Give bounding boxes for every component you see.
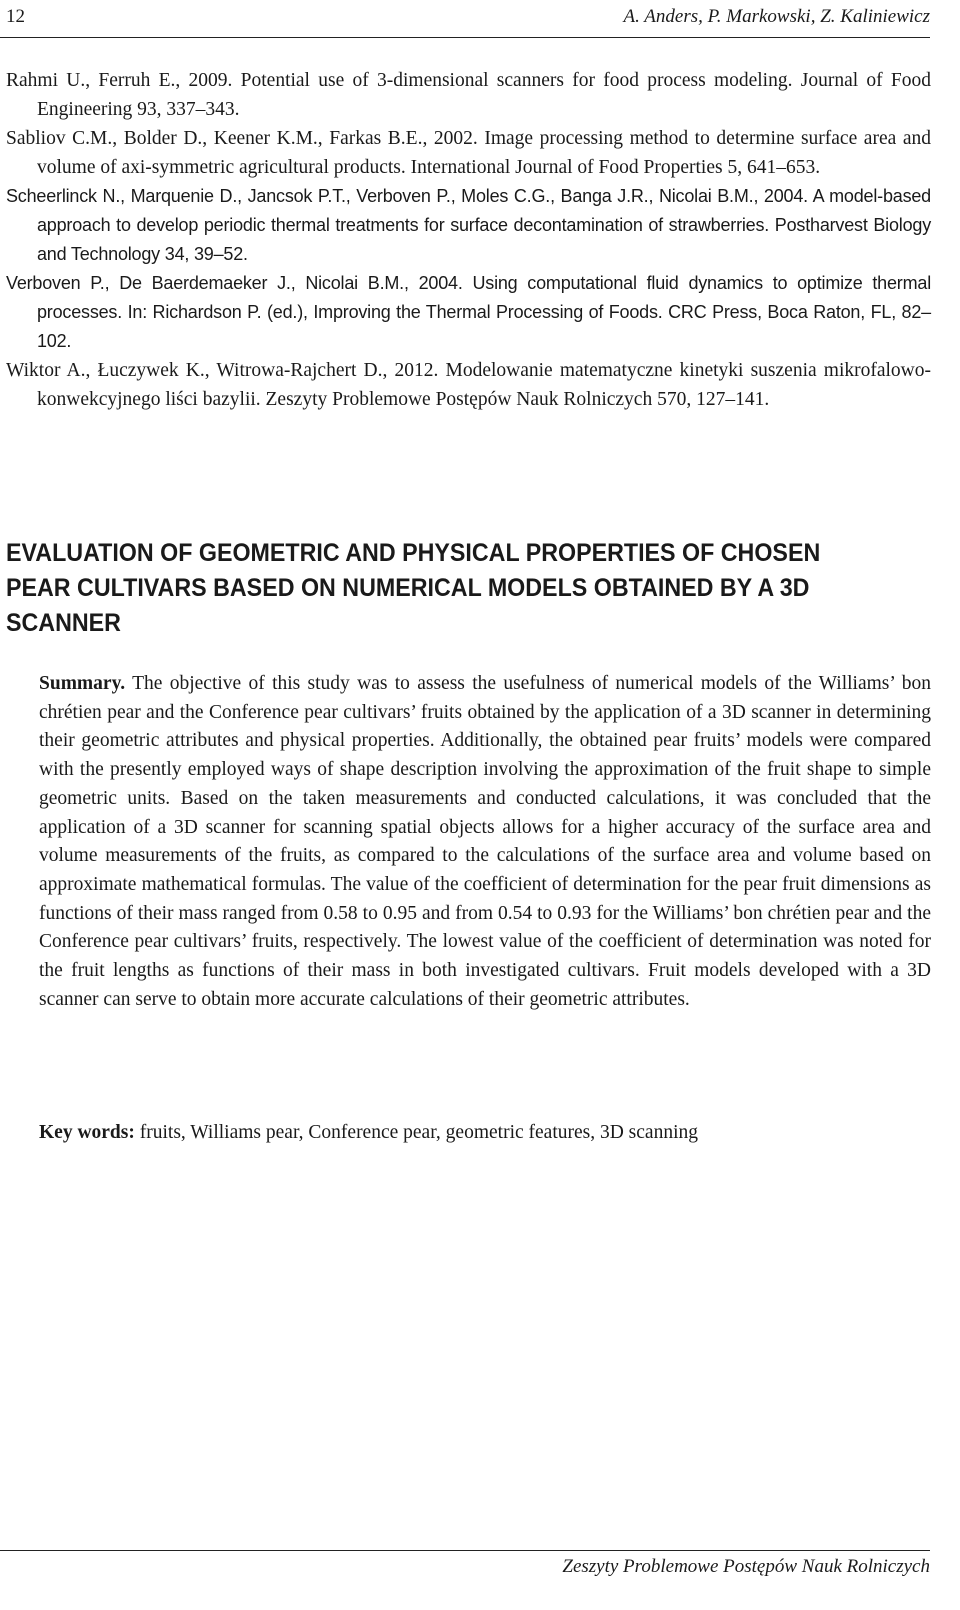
reference-item: Scheerlinck N., Marquenie D., Jancsok P.T., Verboven P., Moles C.G., Banga J.R., Nicolai B.M., 2004. A model-based approach to develop periodic thermal treatments for surface decontamination of strawberries. Postharvest Biology and Technology 34, 39–52. xyxy=(6,186,931,264)
header-rule xyxy=(0,37,930,38)
page-number: 12 xyxy=(6,6,25,27)
keywords-text: fruits, Williams pear, Conference pear, geometric features, 3D scanning xyxy=(139,1122,698,1143)
summary-paragraph xyxy=(39,670,931,1014)
summary-text: The objective of this study was to assess the usefulness of numerical models of the Williams’ bon chrétien pear and the Conference pear cultivars’ fruits obtained by the application of a 3D scanner in determining their geometric attributes and physical properties. Additionally, the obtained pear fruits’ models were compared with the presently employed ways of shape description involving the approximation of the fruit shape to simple geometric units. Based on the taken measurements and conducted calculations, it was concluded that the application of a 3D scanner for scanning spatial objects allows for a higher accuracy of the surface area and volume measurements of the fruits, as compared to the calculations of the surface area and volume based on approximate mathematical formulas. The value of the coefficient of determination for the pear fruit dimensions as functions of their mass ranged from 0.58 to 0.95 and from 0.54 to 0.93 for the Williams’ bon chrétien pear and the Conference pear cultivars’ fruits, respectively. The lowest value of the coefficient of determination was noted for the fruit lengths as functions of their mass in both investigated cultivars. Fruit models developed with a 3D scanner can serve to obtain more accurate calculations of their geometric attributes. xyxy=(39,673,931,1010)
reference-list xyxy=(6,66,931,414)
footer-rule xyxy=(0,1550,930,1551)
reference-item: Rahmi U., Ferruh E., 2009. Potential use of 3-dimensional scanners for food process modeling. Journal of Food Engineering 93, 337–343. xyxy=(6,70,931,120)
reference-item: Wiktor A., Łuczywek K., Witrowa-Rajchert D., 2012. Modelowanie matematyczne kinetyki suszenia mikrofalowo-konwekcyjnego liści bazylii. Zeszyty Problemowe Postępów Nauk Rolniczych 570, 127–141. xyxy=(6,360,931,410)
footer-journal-name: Zeszyty Problemowe Postępów Nauk Rolniczych xyxy=(562,1556,930,1577)
keywords-label: Key words: xyxy=(39,1122,135,1143)
reference-item: Sabliov C.M., Bolder D., Keener K.M., Farkas B.E., 2002. Image processing method to determine surface area and volume of axi-symmetric agricultural products. International Journal of Food Properties 5, 641–653. xyxy=(6,128,931,178)
keywords-line xyxy=(39,1119,931,1147)
reference-item: Verboven P., De Baerdemaeker J., Nicolai B.M., 2004. Using computational fluid dynamics to optimize thermal processes. In: Richardson P. (ed.), Improving the Thermal Processing of Foods. CRC Press, Boca Raton, FL, 82–102. xyxy=(6,273,931,351)
running-head-authors: A. Anders, P. Markowski, Z. Kaliniewicz xyxy=(623,6,930,27)
english-title: EVALUATION OF GEOMETRIC AND PHYSICAL PROPERTIES OF CHOSEN PEAR CULTIVARS BASED ON NUMERICAL MODELS OBTAINED BY A 3D SCANNER xyxy=(6,539,821,637)
summary-label: Summary. xyxy=(39,673,126,694)
